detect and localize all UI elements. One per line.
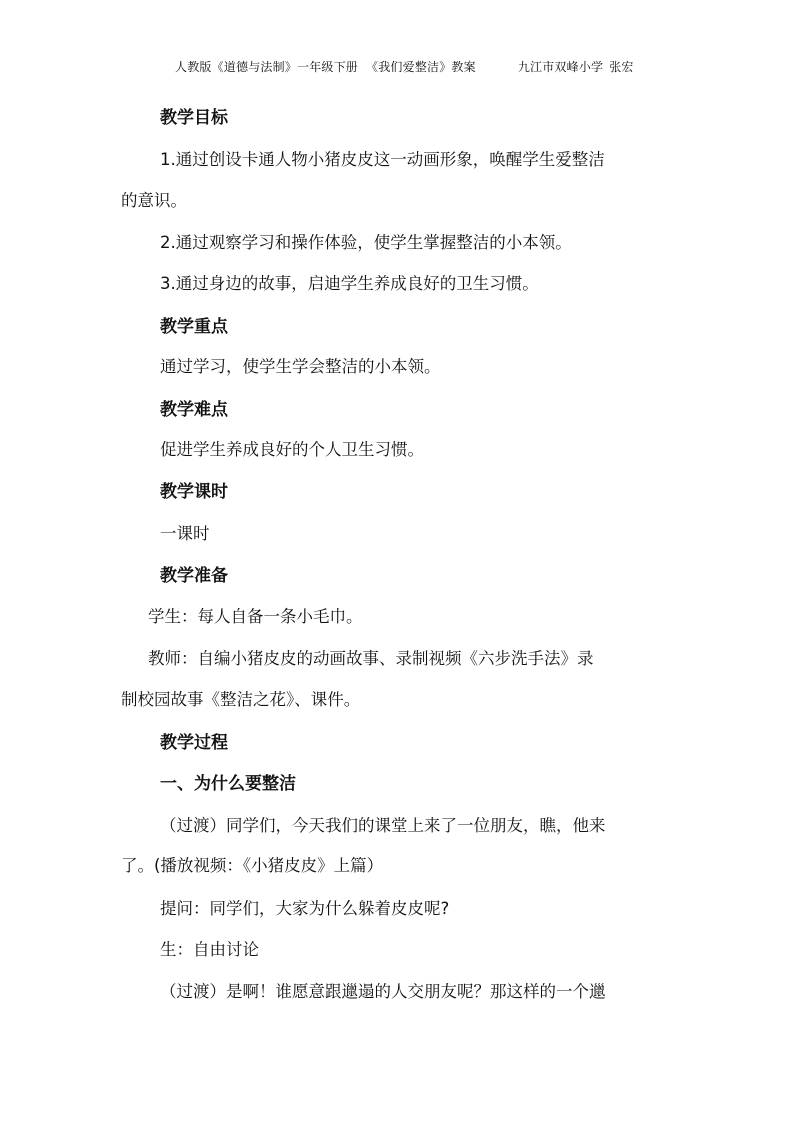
objectives-heading: 教学目标 [160,108,228,128]
page-header [175,58,634,75]
header-author: 张宏 [609,60,634,74]
header-lesson: 《我们爱整洁》教案 [366,60,476,74]
prep-teacher-line-1: 教师：自编小猪皮皮的动画故事、录制视频《六步洗手法》录 [148,649,594,668]
process-heading: 教学过程 [160,733,228,753]
header-school: 九江市双峰小学 [517,60,604,74]
difficulty-heading: 教学难点 [160,400,228,420]
paragraph-1-line-1: （过渡）同学们，今天我们的课堂上来了一位朋友，瞧，他来 [160,816,606,835]
objective-1-line-2: 的意识。 [121,191,187,210]
period-text: 一课时 [160,524,210,543]
objective-3: 3.通过身边的故事，启迪学生养成良好的卫生习惯。 [160,274,539,293]
question-text: 提问：同学们，大家为什么躲着皮皮呢? [160,899,450,918]
paragraph-2-line-1: （过渡）是啊！谁愿意跟邋遢的人交朋友呢？那这样的一个邋 [160,982,606,1001]
period-heading: 教学课时 [160,482,228,502]
keypoint-heading: 教学重点 [160,317,228,337]
objective-1-line-1: 1.通过创设卡通人物小猪皮皮这一动画形象，唤醒学生爱整洁 [160,150,605,169]
prep-heading: 教学准备 [160,566,228,586]
prep-teacher-line-2: 制校园故事《整洁之花》、课件。 [121,690,361,709]
paragraph-1-line-2: 了。(播放视频：《小猪皮皮》上篇） [121,856,384,875]
prep-student: 学生：每人自备一条小毛巾。 [148,607,363,626]
header-course: 人教版《道德与法制》一年级下册 [175,60,359,74]
section-1-heading: 一、为什么要整洁 [160,774,296,794]
objective-2: 2.通过观察学习和操作体验，使学生掌握整洁的小本领。 [160,233,572,252]
difficulty-text: 促进学生养成良好的个人卫生习惯。 [160,440,424,459]
keypoint-text: 通过学习，使学生学会整洁的小本领。 [160,357,441,376]
answer-text: 生：自由讨论 [160,940,259,959]
